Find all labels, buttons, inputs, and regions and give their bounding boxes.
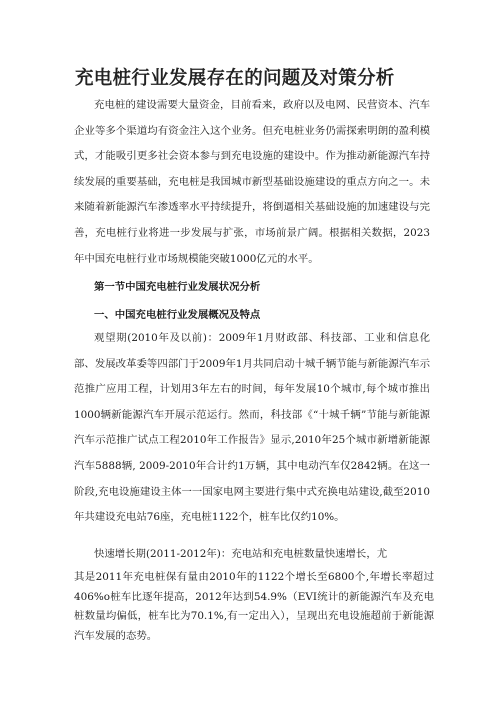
growth-period-paragraph-head: 快速增长期(2011-2012年)：充电站和充电桩数量快速增长，尤 — [94, 548, 388, 560]
observation-period-paragraph: 观望期(2010年及以前)：2009年1月财政部、科技部、工业和信息化部、发展改革委等四部门于2009年1月共同启动十城千辆节能与新能源汽车示范推广应用工程，计划用3年左右的时间，每年发展10个城市,每个城市推出1000辆新能源汽车开展示范运行。然而，科技部《“十城千辆”节能与新能源汽车示范推广试点工程2010年工作报告》显示,2010年25个城市新增新能源汽车5888辆, 2009-2010年合计约1万辆，其中电动汽车仅2842辆。在这一阶段,充电设施建设主体一一国家电网主要进行集中式充换电站建设,截至2010年共建设充电站76座，充电桩1122个，桩车比仅约10%。 — [74, 332, 430, 524]
subsection-heading: 一、中国充电桩行业发展概况及特点 — [94, 309, 261, 321]
section-heading: 第一节中国充电桩行业发展状况分析 — [94, 281, 261, 293]
growth-period-paragraph-tail: 其是2011年充电桩保有量由2010年的1122个增长至6800个,年增长率超过406%o桩车比逐年提高，2012年达到54.9%（EVI统计的新能源汽车及充电桩数量均偏低，桩车比为70.1%,有一定出入），呈现出充电设施超前于新能源汽车发展的态势。 — [74, 571, 434, 642]
document-title: 充电桩行业发展存在的问题及对策分析 — [75, 68, 395, 89]
intro-paragraph: 充电桩的建设需要大量资金，目前看来，政府以及电网、民营资本、汽车企业等多个渠道均有资金注入这个业务。但充电桩业务仍需探索明朗的盈利模式，才能吸引更多社会资本参与到充电设施的建设中。作为推动新能源汽车持续发展的重要基础，充电桩是我国城市新型基础设施建设的重点方向之一。未来随着新能源汽车渗透率水平持续提升，将倒逼相关基础设施的加速建设与完善，充电桩行业将进一步发展与扩张，市场前景广阔。根据相关数据，2023年中国充电桩行业市场规模能突破1000亿元的水平。 — [74, 99, 430, 265]
